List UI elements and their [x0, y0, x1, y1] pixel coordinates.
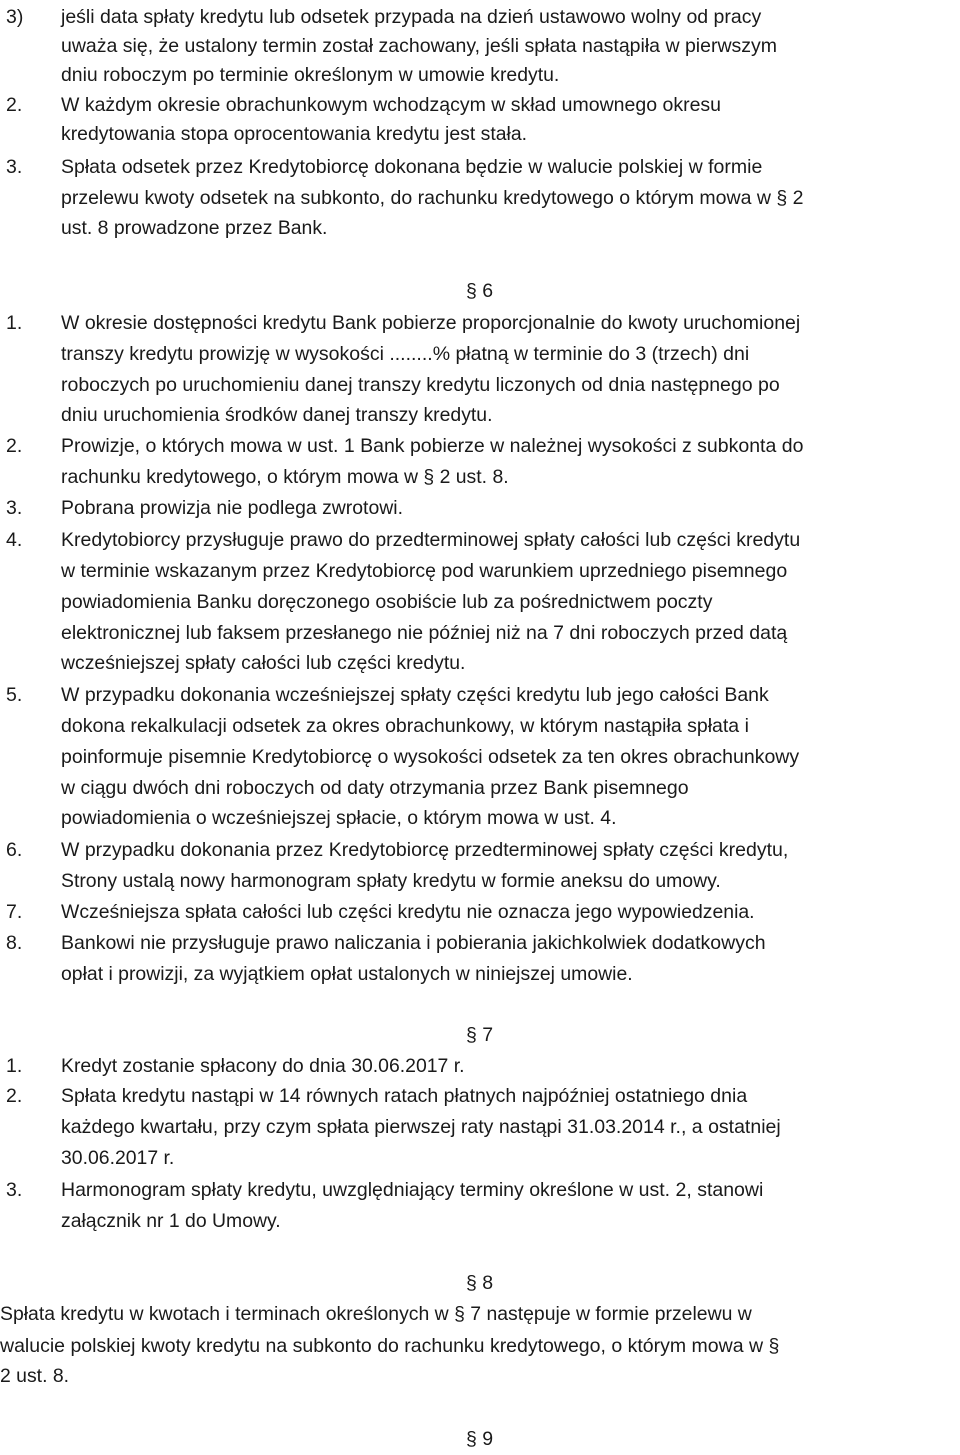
- paragraph-text: przelewu kwoty odsetek na subkonto, do rachunku kredytowego o którym mowa w § 2: [61, 187, 804, 209]
- text-line: [0, 835, 960, 866]
- section-heading: [0, 1424, 960, 1455]
- list-number: 1.: [6, 312, 23, 334]
- list-number: 2.: [6, 435, 23, 457]
- paragraph-text: rachunku kredytowego, o którym mowa w § 2 ust. 8.: [61, 466, 509, 488]
- text-line: [0, 493, 960, 524]
- list-number: 4.: [6, 529, 23, 551]
- text-line: [0, 370, 960, 401]
- paragraph-text: Bankowi nie przysługuje prawo naliczania i pobierania jakichkolwiek dodatkowych: [61, 932, 766, 954]
- list-number: 1.: [6, 1055, 23, 1077]
- text-line: [0, 152, 960, 183]
- text-line: [0, 308, 960, 339]
- text-line: [0, 213, 960, 244]
- paragraph-text: załącznik nr 1 do Umowy.: [61, 1210, 281, 1232]
- paragraph-text: uważa się, że ustalony termin został zachowany, jeśli spłata nastąpiła w pierwszym: [61, 35, 778, 57]
- text-line: [0, 897, 960, 928]
- section-number: § 9: [466, 1428, 494, 1450]
- text-line: [0, 680, 960, 711]
- text-line: [0, 60, 960, 91]
- text-line: [0, 525, 960, 556]
- section-number: § 8: [466, 1272, 494, 1294]
- text-line: [0, 1051, 960, 1082]
- paragraph-text: dniu uruchomienia środków danej transzy kredytu.: [61, 404, 493, 426]
- section-number: § 7: [466, 1024, 494, 1046]
- list-number: 3.: [6, 156, 23, 178]
- section-heading: [0, 276, 960, 307]
- paragraph-text: Spłata kredytu w kwotach i terminach określonych w § 7 następuje w formie przelewu w: [0, 1303, 752, 1325]
- paragraph-text: dokona rekalkulacji odsetek za okres obrachunkowy, w którym nastąpiła spłata i: [61, 715, 749, 737]
- paragraph-text: W okresie dostępności kredytu Bank pobierze proporcjonalnie do kwoty uruchomionej: [61, 312, 801, 334]
- list-number: 8.: [6, 932, 23, 954]
- text-line: [0, 773, 960, 804]
- text-line: [0, 1081, 960, 1112]
- paragraph-text: poinformuje pisemnie Kredytobiorcę o wysokości odsetek za ten okres obrachunkowy: [61, 746, 800, 768]
- paragraph-text: Kredyt zostanie spłacony do dnia 30.06.2017 r.: [61, 1055, 465, 1077]
- text-line: [0, 431, 960, 462]
- paragraph-text: jeśli data spłaty kredytu lub odsetek przypada na dzień ustawowo wolny od pracy: [61, 6, 762, 28]
- list-number: 3.: [6, 497, 23, 519]
- text-line: [0, 31, 960, 62]
- paragraph-text: Wcześniejsza spłata całości lub części kredytu nie oznacza jego wypowiedzenia.: [61, 901, 755, 923]
- paragraph-text: powiadomienia o wcześniejszej spłacie, o którym mowa w ust. 4.: [61, 807, 617, 829]
- paragraph-text: ust. 8 prowadzone przez Bank.: [61, 217, 328, 239]
- paragraph-text: wcześniejszej spłaty całości lub części kredytu.: [61, 652, 466, 674]
- text-line: [0, 90, 960, 121]
- text-line: [0, 1175, 960, 1206]
- text-line: [0, 400, 960, 431]
- paragraph-text: elektronicznej lub faksem przesłanego nie później niż na 7 dni roboczych przed datą: [61, 622, 788, 644]
- text-line: [0, 928, 960, 959]
- text-line: [0, 2, 960, 33]
- paragraph-text: 2 ust. 8.: [0, 1365, 70, 1387]
- paragraph-text: roboczych po uruchomieniu danej transzy kredytu liczonych od dnia następnego po: [61, 374, 780, 396]
- paragraph-text: Prowizje, o których mowa w ust. 1 Bank pobierze w należnej wysokości z subkonta do: [61, 435, 804, 457]
- paragraph-text: powiadomienia Banku doręczonego osobiście lub za pośrednictwem poczty: [61, 591, 713, 613]
- text-line: [0, 618, 960, 649]
- paragraph-text: Spłata kredytu nastąpi w 14 równych ratach płatnych najpóźniej ostatniego dnia: [61, 1085, 748, 1107]
- paragraph-text: Kredytobiorcy przysługuje prawo do przedterminowej spłaty całości lub części kredytu: [61, 529, 801, 551]
- paragraph-text: Harmonogram spłaty kredytu, uwzględniający terminy określone w ust. 2, stanowi: [61, 1179, 764, 1201]
- list-number: 3.: [6, 1179, 23, 1201]
- text-line: [0, 556, 960, 587]
- section-heading: [0, 1020, 960, 1051]
- paragraph-text: W każdym okresie obrachunkowym wchodzącym w skład umownego okresu: [61, 94, 722, 116]
- text-line: [0, 1112, 960, 1143]
- text-line: [0, 959, 960, 990]
- paragraph-text: Spłata odsetek przez Kredytobiorcę dokonana będzie w walucie polskiej w formie: [61, 156, 763, 178]
- text-line: [0, 803, 960, 834]
- paragraph-text: w terminie wskazanym przez Kredytobiorcę pod warunkiem uprzedniego pisemnego: [61, 560, 788, 582]
- paragraph-text: opłat i prowizji, za wyjątkiem opłat ustalonych w niniejszej umowie.: [61, 963, 633, 985]
- paragraph-text: W przypadku dokonania przez Kredytobiorcę przedterminowej spłaty części kredytu,: [61, 839, 789, 861]
- paragraph-text: 30.06.2017 r.: [61, 1147, 175, 1169]
- text-line: [0, 462, 960, 493]
- text-line: [0, 1206, 960, 1237]
- paragraph-text: walucie polskiej kwoty kredytu na subkonto do rachunku kredytowego, o którym mowa w §: [0, 1335, 780, 1357]
- paragraph-text: dniu roboczym po terminie określonym w umowie kredytu.: [61, 64, 560, 86]
- text-line: [0, 866, 960, 897]
- list-number: 3): [6, 6, 24, 28]
- list-number: 2.: [6, 1085, 23, 1107]
- paragraph-text: w ciągu dwóch dni roboczych od daty otrzymania przez Bank pisemnego: [61, 777, 689, 799]
- text-line: [0, 648, 960, 679]
- section-number: § 6: [466, 280, 494, 302]
- list-number: 5.: [6, 684, 23, 706]
- text-line: [0, 183, 960, 214]
- text-line: [0, 742, 960, 773]
- paragraph-text: transzy kredytu prowizję w wysokości ........% płatną w terminie do 3 (trzech) dni: [61, 343, 750, 365]
- list-number: 6.: [6, 839, 23, 861]
- text-line: [0, 119, 960, 150]
- text-line: [0, 587, 960, 618]
- text-line: [0, 1331, 960, 1362]
- list-number: 2.: [6, 94, 23, 116]
- text-line: [0, 1143, 960, 1174]
- paragraph-text: każdego kwartału, przy czym spłata pierwszej raty nastąpi 31.03.2014 r., a ostatniej: [61, 1116, 781, 1138]
- text-line: [0, 1361, 960, 1392]
- text-line: [0, 1299, 960, 1330]
- section-heading: [0, 1268, 960, 1299]
- text-line: [0, 711, 960, 742]
- paragraph-text: W przypadku dokonania wcześniejszej spłaty części kredytu lub jego całości Bank: [61, 684, 769, 706]
- paragraph-text: Pobrana prowizja nie podlega zwrotowi.: [61, 497, 403, 519]
- paragraph-text: Strony ustalą nowy harmonogram spłaty kredytu w formie aneksu do umowy.: [61, 870, 721, 892]
- list-number: 7.: [6, 901, 23, 923]
- text-line: [0, 339, 960, 370]
- paragraph-text: kredytowania stopa oprocentowania kredytu jest stała.: [61, 123, 528, 145]
